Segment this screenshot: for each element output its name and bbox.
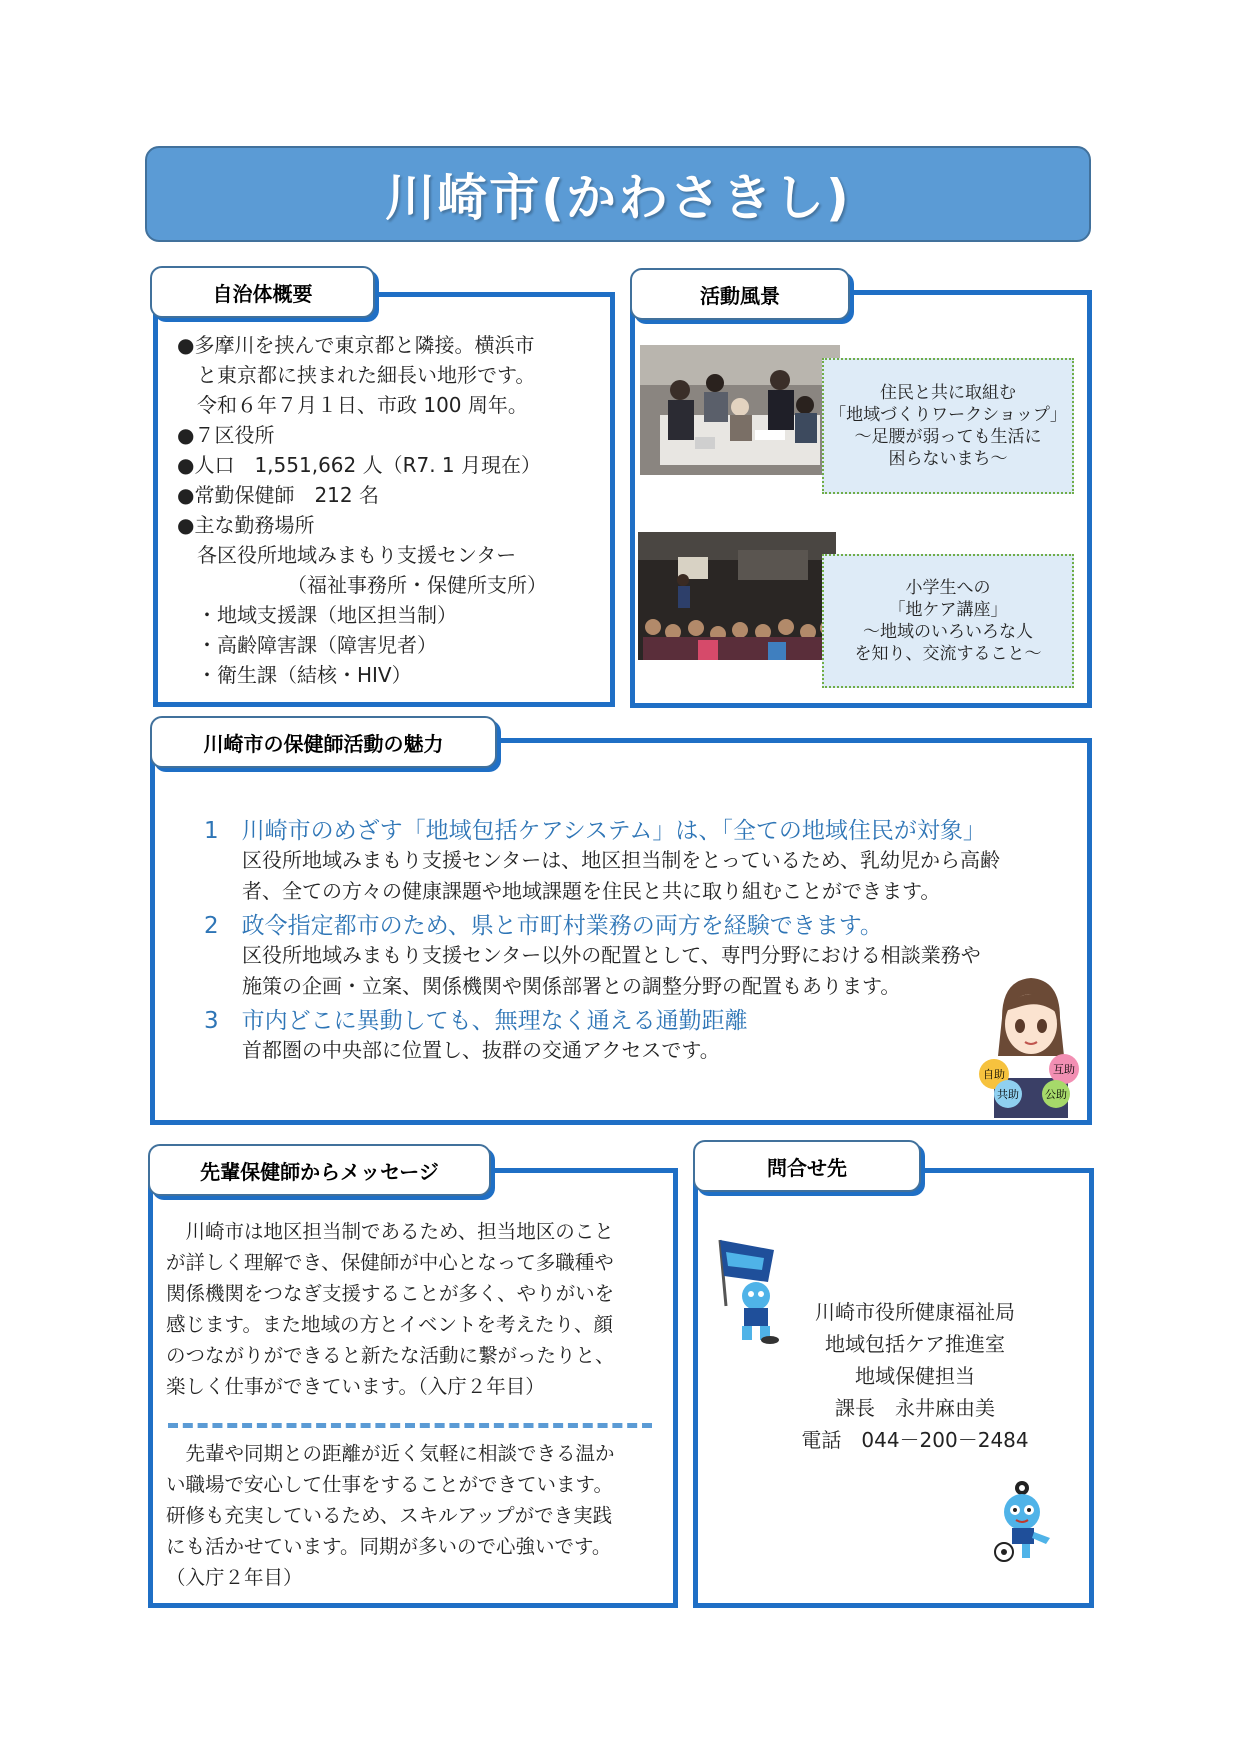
point-body: 者、全ての方々の健康課題や地域課題を住民と共に取り組むことができます。 bbox=[242, 879, 941, 903]
message-line: 先輩や同期との距離が近く気軽に相談できる温か bbox=[166, 1442, 615, 1465]
page-title: 川崎市(かわさきし) bbox=[385, 169, 851, 227]
message-heading: 先輩保健師からメッセージ bbox=[200, 1159, 439, 1184]
overview-list bbox=[177, 330, 607, 690]
overview-line: ●常勤保健師 212 名 bbox=[177, 483, 379, 507]
point-body: 施策の企画・立案、関係機関や関係部署との調整分野の配置もあります。 bbox=[242, 974, 901, 998]
message-1 bbox=[166, 1216, 666, 1402]
message-line: が詳しく理解でき、保健師が中心となって多職種や bbox=[166, 1251, 614, 1274]
overview-line: 各区役所地域みまもり支援センター bbox=[177, 543, 517, 567]
message-line: 研修も充実しているため、スキルアップができ実践 bbox=[166, 1504, 613, 1527]
point-body: 区役所地域みまもり支援センター以外の配置として、専門分野における相談業務や bbox=[242, 943, 981, 967]
overview-heading-tab bbox=[150, 266, 375, 318]
contact-heading-tab bbox=[693, 1140, 921, 1192]
callout-line: 困らないまち～ bbox=[888, 449, 1008, 469]
message-line: 川崎市は地区担当制であるため、担当地区のこと bbox=[166, 1220, 614, 1243]
lecture-photo bbox=[638, 532, 836, 660]
message-line: 関係機関をつなぎ支援することが多く、やりがいを bbox=[166, 1282, 615, 1305]
mascot-ball-illustration bbox=[988, 1478, 1058, 1564]
activity-heading: 活動風景 bbox=[700, 283, 780, 308]
overview-line: ●主な勤務場所 bbox=[177, 513, 315, 537]
message-line: 楽しく仕事ができています。（入庁２年目） bbox=[166, 1375, 545, 1398]
callout-line: 小学生への bbox=[905, 578, 991, 598]
overview-line: ●多摩川を挟んで東京都と隣接。横浜市 bbox=[177, 333, 535, 357]
message-line: い職場で安心して仕事をすることができています。 bbox=[166, 1473, 613, 1496]
point-body: 区役所地域みまもり支援センターは、地区担当制をとっているため、乳幼児から高齢 bbox=[242, 848, 1000, 872]
lecture-callout bbox=[822, 554, 1074, 688]
overview-line: ●７区役所 bbox=[177, 423, 275, 447]
overview-line: 令和６年７月１日、市政 100 周年。 bbox=[177, 393, 528, 417]
point-body: 首都圏の中央部に位置し、抜群の交通アクセスです。 bbox=[242, 1038, 720, 1062]
callout-line: を知り、交流すること～ bbox=[854, 644, 1042, 664]
activity-heading-tab bbox=[630, 268, 850, 320]
overview-line: ・衛生課（結核・HIV） bbox=[177, 663, 412, 687]
title-banner bbox=[145, 146, 1091, 242]
callout-line: 住民と共に取組む bbox=[880, 383, 1016, 403]
appeal-heading-tab bbox=[150, 716, 497, 768]
flower-word: 自助 bbox=[983, 1068, 1005, 1081]
workshop-photo bbox=[640, 345, 840, 475]
flower-word: 共助 bbox=[997, 1088, 1019, 1101]
overview-line: （福祉事務所・保健所支所） bbox=[177, 573, 547, 597]
contact-info bbox=[780, 1296, 1050, 1456]
point-title: 1 川崎市のめざす「地域包括ケアシステム」は、「全ての地域住民が対象」 bbox=[204, 818, 986, 844]
contact-line: 川崎市役所健康福祉局 bbox=[815, 1300, 1015, 1324]
contact-line: 課長 永井麻由美 bbox=[835, 1396, 995, 1420]
appeal-points bbox=[204, 812, 1064, 1066]
point-title: 2 政令指定都市のため、県と市町村業務の両方を経験できます。 bbox=[204, 913, 883, 939]
callout-line: ～地域のいろいろな人 bbox=[863, 622, 1033, 642]
contact-line: 地域包括ケア推進室 bbox=[825, 1332, 1005, 1356]
flower-word: 公助 bbox=[1045, 1088, 1067, 1101]
contact-line: 電話 044－200－2484 bbox=[801, 1428, 1029, 1452]
appeal-heading: 川崎市の保健師活動の魅力 bbox=[203, 731, 444, 756]
overview-line: ●人口 1,551,662 人（R7. 1 月現在） bbox=[177, 453, 542, 477]
overview-line: と東京都に挟まれた細長い地形です。 bbox=[177, 363, 536, 387]
message-2 bbox=[166, 1438, 666, 1593]
nurse-illustration bbox=[972, 966, 1090, 1118]
point-title: 3 市内どこに異動しても、無理なく通える通勤距離 bbox=[204, 1008, 748, 1034]
message-divider bbox=[168, 1423, 652, 1428]
overview-line: ・高齢障害課（障害児者） bbox=[177, 633, 437, 657]
workshop-callout bbox=[822, 358, 1074, 494]
message-line: にも活かせています。同期が多いので心強いです。 bbox=[166, 1535, 612, 1558]
contact-heading: 問合せ先 bbox=[767, 1155, 847, 1180]
message-heading-tab bbox=[148, 1144, 491, 1196]
message-line: （入庁２年目） bbox=[166, 1566, 303, 1589]
callout-line: 「地ケア講座」 bbox=[888, 600, 1008, 620]
contact-line: 地域保健担当 bbox=[855, 1364, 975, 1388]
message-line: のつながりができると新たな活動に繋がったりと、 bbox=[166, 1344, 615, 1367]
callout-line: ～足腰が弱っても生活に bbox=[854, 427, 1042, 447]
overview-heading: 自治体概要 bbox=[212, 281, 313, 306]
message-line: 感じます。また地域の方とイベントを考えたり、顔 bbox=[166, 1313, 613, 1336]
overview-line: ・地域支援課（地区担当制） bbox=[177, 603, 457, 627]
callout-line: 「地域づくりワークショップ」 bbox=[829, 405, 1067, 425]
flower-word: 互助 bbox=[1053, 1063, 1075, 1076]
